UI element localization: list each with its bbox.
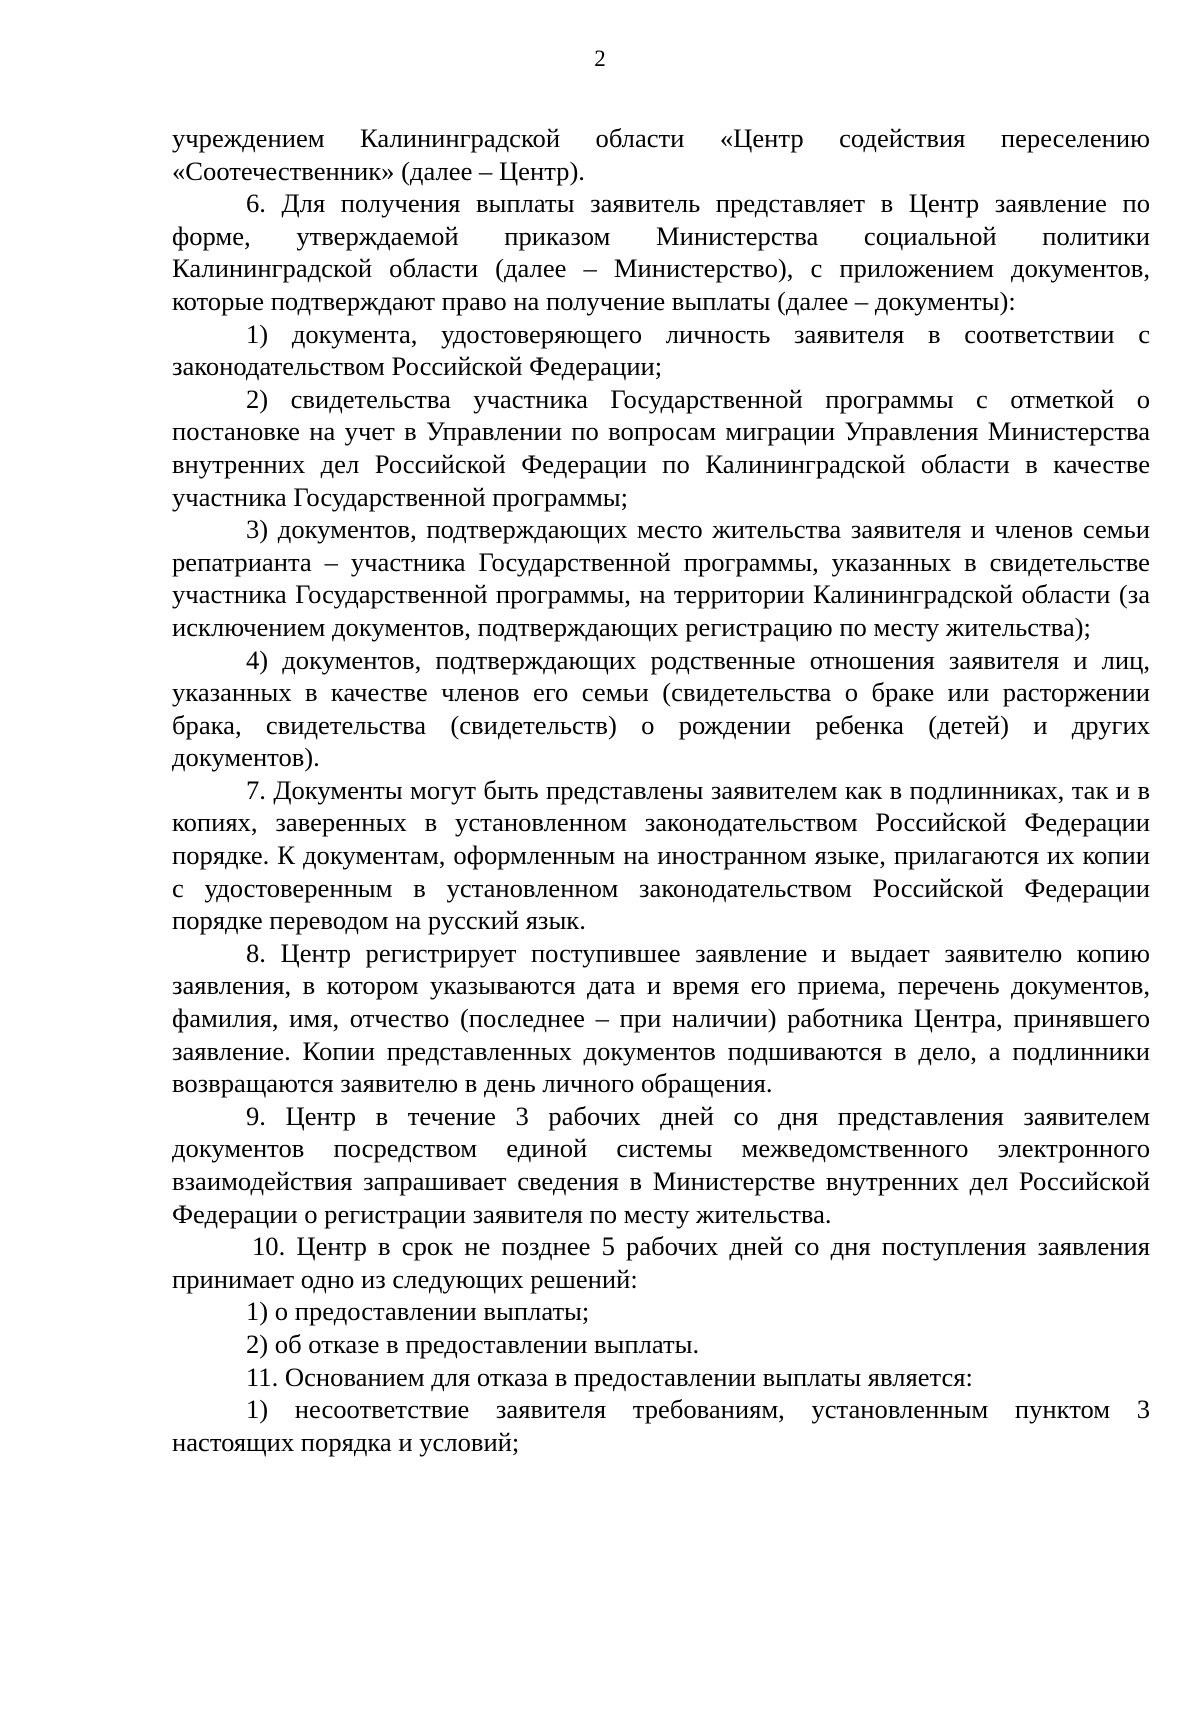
paragraph-item-10: 10. Центр в срок не позднее 5 рабочих дней со дня поступления заявления принимает одно из следующих решений: xyxy=(172,1231,1150,1294)
paragraph-item-9: 9. Центр в течение 3 рабочих дней со дня представления заявителем документов посредством единой системы межведомственного электронного взаимодействия запрашивает сведения в Министерстве внутренних дел Российской Федерации о регистрации заявителя по месту жительства. xyxy=(172,1100,1150,1229)
paragraph-item-7: 7. Документы могут быть представлены заявителем как в подлинниках, так и в копиях, заверенных в установленном законодательством Российской Федерации порядке. К документам, оформленным на иностранном языке, прилагаются их копии с удостоверенным в установленном законодательством Российской Федерации порядке переводом на русский язык. xyxy=(172,774,1150,936)
paragraph-item-11: 11. Основанием для отказа в предоставлении выплаты является: xyxy=(246,1361,973,1392)
paragraph-item-6-2: 2) свидетельства участника Государственной программы с отметкой о постановке на учет в Управлении по вопросам миграции Управления Министерства внутренних дел Российской Федерации по Калининградской области в качестве участника Государственной программы; xyxy=(172,383,1150,512)
page-number: 2 xyxy=(594,46,606,71)
paragraph-item-6: 6. Для получения выплаты заявитель представляет в Центр заявление по форме, утверждаемой приказом Министерства социальной политики Калининградской области (далее – Министерство), с приложением документов, которые подтверждают право на получение выплаты (далее – документы): xyxy=(172,188,1150,316)
paragraph-item-6-3: 3) документов, подтверждающих место жительства заявителя и членов семьи репатрианта – участника Государственной программы, указанных в свидетельстве участника Государственной программы, на территории Калининградской области (за исключением документов, подтверждающих регистрацию по месту жительства); xyxy=(172,514,1150,642)
paragraph-item-6-4: 4) документов, подтверждающих родственные отношения заявителя и лиц, указанных в качестве членов его семьи (свидетельства о браке или расторжении брака, свидетельства (свидетельств) о рождении ребенка (детей) и других документов). xyxy=(172,644,1150,773)
paragraph-continuation: учреждением Калининградской области «Центр содействия переселению «Соотечественник» (далее – Центр). xyxy=(172,123,1150,186)
paragraph-item-11-1: 1) несоответствие заявителя требованиям, установленным пунктом 3 настоящих порядка и условий; xyxy=(172,1394,1150,1457)
paragraph-item-8: 8. Центр регистрирует поступившее заявление и выдает заявителю копию заявления, в котором указываются дата и время его приема, перечень документов, фамилия, имя, отчество (последнее – при наличии) работника Центра, принявшего заявление. Копии представленных документов подшиваются в дело, а подлинники возвращаются заявителю в день личного обращения. xyxy=(172,937,1150,1099)
paragraph-item-10-1: 1) о предоставлении выплаты; xyxy=(246,1296,590,1327)
document-body xyxy=(172,122,1150,1458)
paragraph-item-6-1: 1) документа, удостоверяющего личность заявителя в соответствии с законодательством Российской Федерации; xyxy=(172,318,1150,382)
paragraph-item-10-2: 2) об отказе в предоставлении выплаты. xyxy=(246,1328,700,1359)
